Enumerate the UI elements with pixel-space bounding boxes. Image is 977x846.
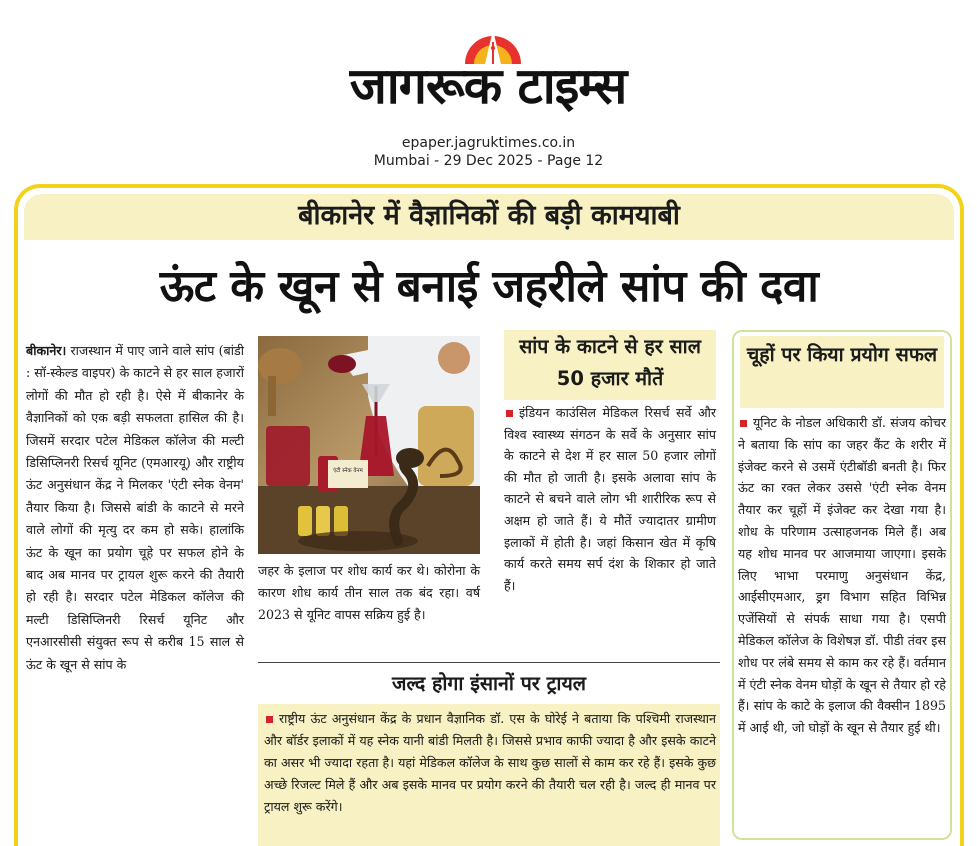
bullet-icon xyxy=(506,410,513,417)
mice-box-title: चूहों पर किया प्रयोग सफल xyxy=(746,343,938,366)
logo-wordmark: जागरूक टाइम्स xyxy=(349,57,627,115)
lab-photo-illustration xyxy=(258,336,480,554)
deaths-box-body xyxy=(504,402,716,596)
mice-box-body xyxy=(738,412,946,739)
mice-box-text: यूनिट के नोडल अधिकारी डॉ. संजय कोचर ने बताया कि सांप का जहर कैंट के शरीर में इंजेक्ट करने से उसमें एंटीबॉडी बनती है। फिर ऊंट का रक्त लेकर उससे 'एंटी स्नेक वेनम तैयार कर चूहों में इंजेक्ट कर देखा गया है। शोध के परिणाम उत्साहजनक मिले हैं। अब यह शोध मानव पर आजमाया जाएगा। इसके लिए भाभा परमाणु अनुसंधान केंद्र, आईसीएमआर, ड्रग विभाग सहित विभिन्न एजेंसियों से संपर्क साधा गया है। एसपी मेडिकल कॉलेज के विशेषज्ञ डॉ. पीडी तंवर इस शोध पर लंबे समय से काम कर रहे हैं। वर्तमान में एंटी स्नेक वेनम घोड़ों के खून से तैयार हो रहे हैं। सांप के काटे के इलाज की वैक्सीन 1895 में आई थी, जो घोड़ों के खून से तैयार हुई थी। xyxy=(738,415,946,736)
dateline: बीकानेर। xyxy=(26,343,67,358)
kicker-headline: बीकानेर में वैज्ञानिकों की बड़ी कामयाबी xyxy=(298,200,680,231)
main-headline: ऊंट के खून से बनाई जहरीले सांप की दवा xyxy=(159,261,819,312)
bullet-icon xyxy=(740,420,747,427)
trial-box-body xyxy=(264,708,716,818)
bullet-icon xyxy=(266,716,273,723)
issue-line: Mumbai - 29 Dec 2025 - Page 12 xyxy=(373,153,604,169)
trial-box-text: राष्ट्रीय ऊंट अनुसंधान केंद्र के प्रधान वैज्ञानिक डॉ. एस के घोरेई ने बताया कि पश्चिमी राजस्थान और बॉर्डर इलाकों में यह स्नेक यानी बांडी मिलती है। जिससे प्रभाव काफी ज्यादा है और इसके काटने का असर भी ज्यादा रहता है। यहां मेडिकल कॉलेज के साथ कुछ सालों से काम कर रहे हैं। इसके कुछ अच्छे रिजल्ट मिले हैं और अब इसके मानव पर प्रयोग करने की तैयारी चल रही है। जल्द ही मानव पर ट्रायल शुरू करेंगे। xyxy=(264,711,716,814)
masthead xyxy=(0,0,977,180)
lead-column xyxy=(26,340,244,846)
photo-caption: जहर के इलाज पर शोध कार्य कर थे। कोरोना के कारण शोध कार्य तीन साल तक बंद रहा। वर्ष 2023 से यूनिट वापस सक्रिय हुई है। xyxy=(258,563,480,622)
lead-text: राजस्थान में पाए जाने वाले सांप (बांडी : सॉ-स्केल्ड वाइपर) के काटने से हर साल हजारों लोगों की मौत हो रही है। ऐसे में बीकानेर के वैज्ञानिकों को एक बड़ी सफलता हासिल की है। जिसमें सरदार पटेल मेडिकल कॉलेज की मल्टी डिसिप्लिनरी रिसर्च यूनिट (एमआरयू) और राष्ट्रीय ऊंट अनुसंधान केंद्र ने मिलकर 'एंटी स्नेक वेनम' तैयार किया है। जिससे बांडी के काटने से मरने वाले लोगों की मृत्यु दर कम हो सके। हालांकि ऊंट के खून का प्रयोग चूहे पर सफल होने के बाद अब मानव पर ट्रायल शुरू करने की तैयारी हो रही है। सरदार पटेल मेडिकल कॉलेज की मल्टी डिसिप्लिनरी रिसर्च यूनिट और एनआरसीसी संयुक्त रूप से करीब 15 साल से ऊंट के खून से सांप के xyxy=(26,343,244,672)
trial-box-title: जल्द होगा इंसानों पर ट्रायल xyxy=(392,672,586,695)
deaths-box-text: इंडियन काउंसिल मेडिकल रिसर्च सर्वे और विश्व स्वास्थ्य संगठन के सर्वे के अनुसार सांप के काटने से देश में हर साल 50 हजार लोगों की मौत हो जाती है। इसके अलावा सांप के काटने से बचने वाले लोग भी शारीरिक रूप से अक्षम हो जाते हैं। ये मौतें ज्यादातर ग्रामीण इलाकों में होती है। जहां किसान खेत में कृषि कार्य करते समय सर्प दंश के शिकार हो जाते हैं। xyxy=(504,405,716,593)
lab-photo xyxy=(258,336,480,554)
section-divider xyxy=(258,662,720,663)
photo-label: एंटी स्नेक वेनम xyxy=(333,468,363,474)
deaths-box-title: सांप के काटने से हर साल 50 हजार मौतें xyxy=(519,335,701,390)
newspaper-logo xyxy=(298,8,678,118)
epaper-url: epaper.jagruktimes.co.in xyxy=(401,135,576,151)
